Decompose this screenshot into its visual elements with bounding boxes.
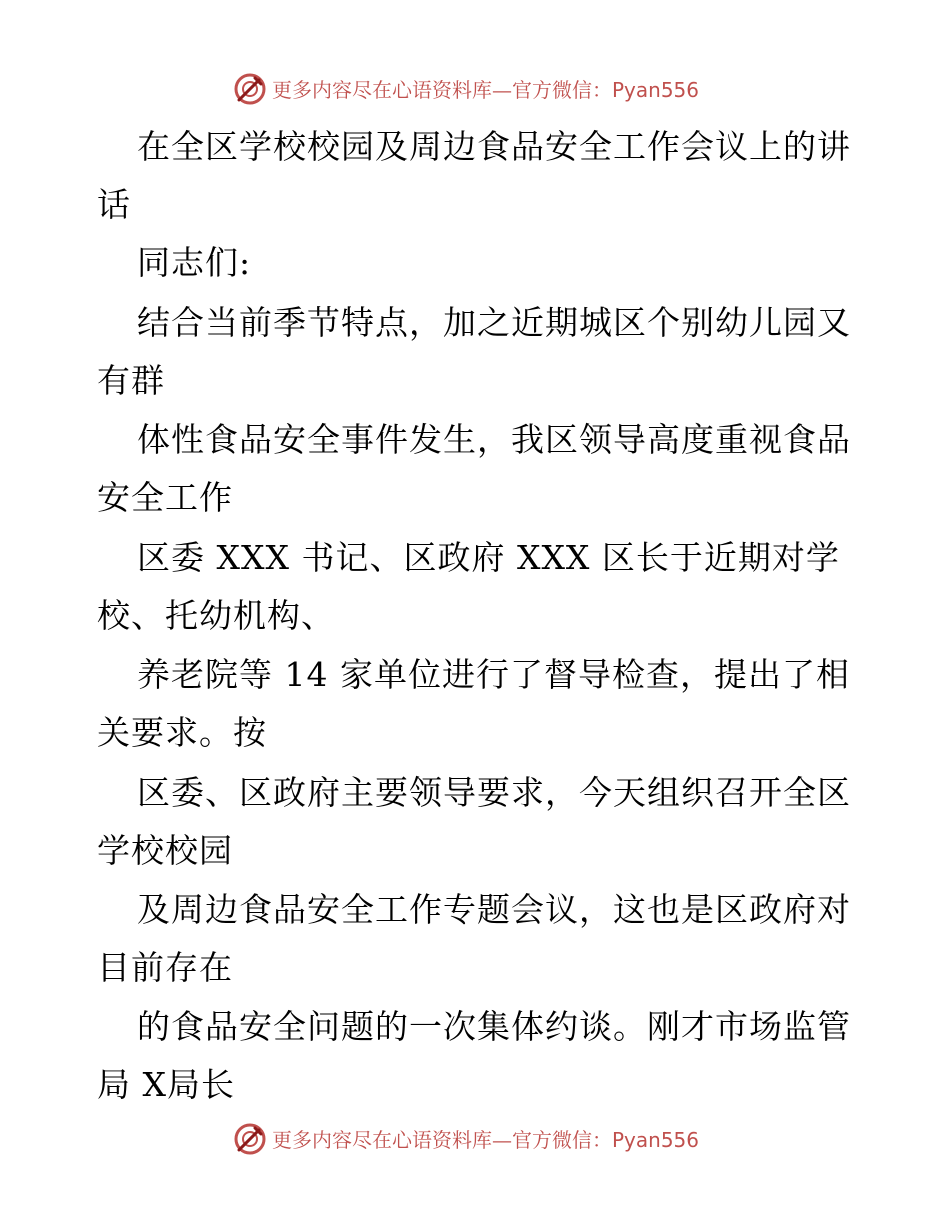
doc-line-11: 关要求。按 xyxy=(97,713,267,752)
doc-line-10: 养老院等 14 家单位进行了督导检查，提出了相 xyxy=(137,655,850,694)
footer-banner-text xyxy=(272,1128,699,1152)
banner-text-cn: 更多内容尽在心语资料库—官方微信： xyxy=(272,78,612,102)
doc-line-14: 及周边食品安全工作专题会议，这也是区政府对 xyxy=(137,890,851,929)
doc-line-13: 学校校园 xyxy=(97,831,233,870)
doc-line-5: 有群 xyxy=(97,361,165,400)
footer-banner xyxy=(0,1120,950,1160)
doc-line-2: 话 xyxy=(97,185,131,224)
banner-text-id: Pyan556 xyxy=(612,1128,700,1152)
doc-line-1: 在全区学校校园及周边食品安全工作会议上的讲 xyxy=(137,127,851,166)
banner-text-cn: 更多内容尽在心语资料库—官方微信： xyxy=(272,1128,612,1152)
banner-text-id: Pyan556 xyxy=(612,78,700,102)
doc-line-16: 的食品安全问题的一次集体约谈。刚才市场监管 xyxy=(137,1007,851,1046)
doc-line-8: 区委 XXX 书记、区政府 XXX 区长于近期对学 xyxy=(137,538,840,577)
doc-line-6: 体性食品安全事件发生，我区领导高度重视食品 xyxy=(137,420,851,459)
brand-logo-icon xyxy=(233,1122,267,1156)
doc-line-17: 局 X局长 xyxy=(97,1065,235,1104)
doc-line-9: 校、托幼机构、 xyxy=(97,596,335,635)
doc-line-12: 区委、区政府主要领导要求，今天组织召开全区 xyxy=(137,773,851,812)
doc-line-15: 目前存在 xyxy=(97,948,233,987)
doc-line-7: 安全工作 xyxy=(97,478,233,517)
doc-line-3: 同志们: xyxy=(137,243,252,282)
doc-line-4: 结合当前季节特点，加之近期城区个别幼儿园又 xyxy=(137,303,851,342)
